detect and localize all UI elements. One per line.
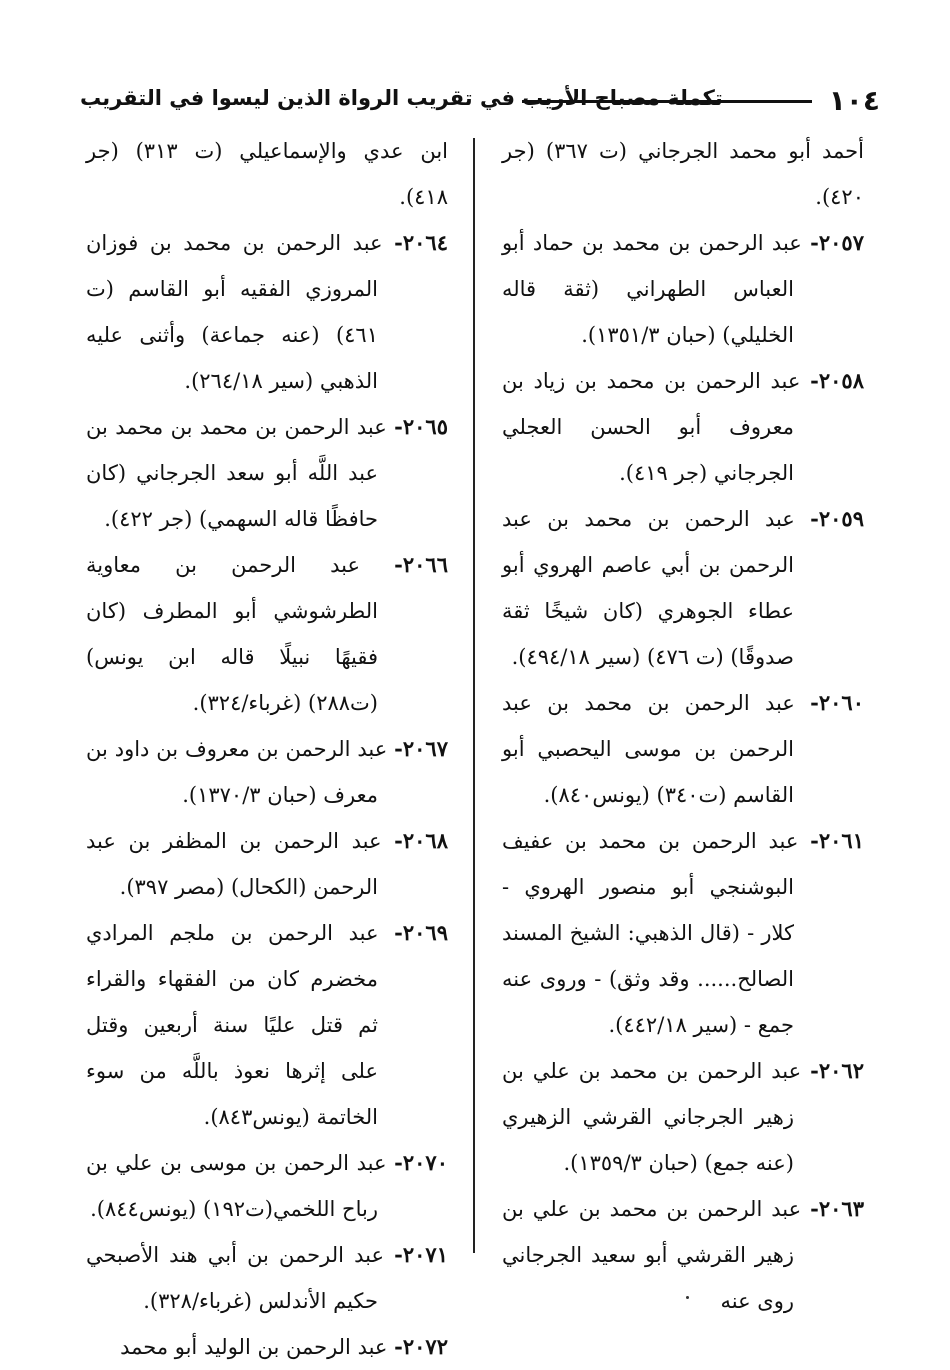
entry xyxy=(86,1232,448,1324)
entry-text: عبد الرحمن بن محمد بن زياد بن معروف أبو الحسن العجلي الجرجاني (جر ٤١٩). xyxy=(502,369,801,485)
entry xyxy=(86,404,448,542)
entry-number: ٢٠٧١- xyxy=(394,1242,448,1267)
entry xyxy=(86,1324,448,1370)
entry-text: عبد الرحمن بن محمد بن علي بن زهير القرشي أبو سعيد الجرجاني روى عنه xyxy=(502,1197,802,1313)
entry-number: ٢٠٥٩- xyxy=(810,506,864,531)
entry xyxy=(502,680,864,818)
entry-number: ٢٠٥٨- xyxy=(810,368,864,393)
entry-number: ٢٠٦٥- xyxy=(394,414,448,439)
entry xyxy=(86,1140,448,1232)
entry-text: عبد الرحمن بن المظفر بن عبد الرحمن (الكحال) (مصر ٣٩٧). xyxy=(86,829,382,899)
entry xyxy=(86,726,448,818)
entry-number: ٢٠٦٦- xyxy=(394,552,448,577)
entry-text: عبد الرحمن بن أبي هند الأصبحي حكيم الأندلس (غرباء/٣٢٨). xyxy=(86,1243,384,1313)
entry xyxy=(502,220,864,358)
entry xyxy=(86,910,448,1140)
entry xyxy=(502,1186,864,1324)
entry-text: عبد الرحمن بن معاوية الطرشوشي أبو المطرف (كان فقيهًا نبيلًا قاله ابن يونس) (ت٢٨٨) (غرباء/٣٢٤). xyxy=(86,553,378,715)
continuation-text: أحمد أبو محمد الجرجاني (ت ٣٦٧) (جر ٤٢٠). xyxy=(502,139,864,209)
entry-number: ٢٠٦٧- xyxy=(394,736,448,761)
entry-number: ٢٠٦٩- xyxy=(394,920,448,945)
entry-number: ٢٠٦٤- xyxy=(394,230,448,255)
entry xyxy=(502,496,864,680)
entry-text: عبد الرحمن بن محمد بن عبد الرحمن بن أبي عاصم الهروي أبو عطاء الجوهري (كان شيخًا ثقة صدوقًا) (ت ٤٧٦) (سير ٤٩٤/١٨). xyxy=(502,507,795,669)
entry-number: ٢٠٥٧- xyxy=(810,230,864,255)
entry xyxy=(502,818,864,1048)
entry-text: عبد الرحمن بن محمد بن محمد بن عبد اللَّه أبو سعد الجرجاني (كان حافظًا قاله السهمي) (جر ٤٢٢). xyxy=(86,415,387,531)
entry xyxy=(502,358,864,496)
entry xyxy=(86,818,448,910)
entry-number: ٢٠٦٢- xyxy=(810,1058,864,1083)
right-column xyxy=(502,128,864,1313)
entry-text: عبد الرحمن بن محمد بن عبد الرحمن بن موسى اليحصبي أبو القاسم (ت٣٤٠) (يونس٨٤٠). xyxy=(502,691,795,807)
entry-number: ٢٠٦١- xyxy=(810,828,864,853)
entry-text: عبد الرحمن بن محمد بن حماد أبو العباس الطهراني (ثقة قاله الخليلي) (حبان ١٣٥١/٣). xyxy=(502,231,802,347)
running-title: تكملة مصباح الأريب في تقريب الرواة الذين ليسوا في التقريب xyxy=(80,86,723,110)
entry-text: عبد الرحمن بن الوليد أبو محمد xyxy=(120,1335,388,1359)
continuation-text: ابن عدي والإسماعيلي (ت ٣١٣) (جر ٤١٨). xyxy=(86,139,448,209)
entry xyxy=(502,1048,864,1186)
left-column xyxy=(86,128,448,1359)
page-number: ١٠٤ xyxy=(828,84,880,117)
entry-text: عبد الرحمن بن موسى بن علي بن رباح اللخمي(ت١٩٢) (يونس٨٤٤). xyxy=(86,1151,387,1221)
entry-text: عبد الرحمن بن معروف بن داود بن معرف (حبان ١٣٧٠/٣). xyxy=(86,737,388,807)
stray-dot xyxy=(686,1296,689,1299)
column-divider xyxy=(473,138,475,1253)
entry-text: عبد الرحمن بن محمد بن عفيف البوشنجي أبو منصور الهروي - كلار - (قال الذهبي: الشيخ المسند الصالح...... وقد وثق) - وروى عنه جمع - (سير ٤٤٢/١٨). xyxy=(502,829,799,1037)
entry-number: ٢٠٧٠- xyxy=(394,1150,448,1175)
entry-number: ٢٠٧٢- xyxy=(394,1334,448,1359)
page-header xyxy=(80,84,880,124)
entry-number: ٢٠٦٣- xyxy=(810,1196,864,1221)
entry-text: عبد الرحمن بن ملجم المرادي مخضرم كان من الفقهاء والقراء ثم قتل عليًا سنة أربعين وقتل على إثرها نعوذ باللَّه من سوء الخاتمة (يونس٨٤٣). xyxy=(86,921,379,1129)
entry-number: ٢٠٦٠- xyxy=(810,690,864,715)
entry-text: عبد الرحمن بن محمد بن فوزان المروزي الفقيه أبو القاسم (ت ٤٦١) (عنه جماعة) وأثنى عليه الذهبي (سير ٢٦٤/١٨). xyxy=(86,231,383,393)
entry xyxy=(86,542,448,726)
entry-number: ٢٠٦٨- xyxy=(394,828,448,853)
entry-text: عبد الرحمن بن محمد بن علي بن زهير الجرجاني القرشي الزهيري (عنه جمع) (حبان ١٣٥٩/٣). xyxy=(502,1059,802,1175)
entry xyxy=(86,220,448,404)
